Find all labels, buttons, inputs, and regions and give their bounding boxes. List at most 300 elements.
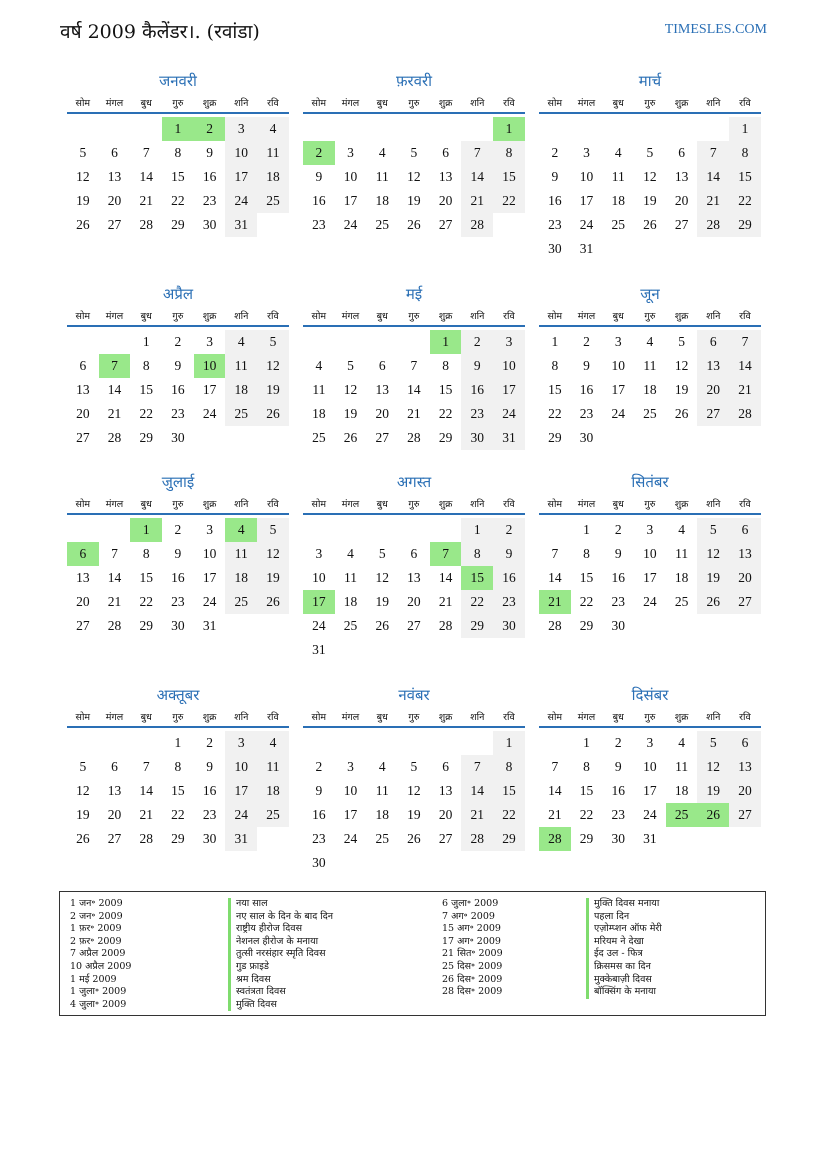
day-cell[interactable]: 27	[375, 430, 389, 445]
day-cell[interactable]: 30	[171, 618, 185, 633]
day-cell[interactable]: 18	[375, 807, 389, 822]
day-cell[interactable]: 11	[375, 169, 389, 184]
day-cell[interactable]: 24	[579, 217, 594, 232]
day-cell[interactable]: 2	[493, 518, 525, 542]
day-cell[interactable]: 27	[729, 590, 761, 614]
day-cell[interactable]: 25	[225, 590, 257, 614]
day-cell[interactable]: 4	[347, 546, 354, 561]
day-cell[interactable]: 9	[551, 169, 559, 184]
day-cell[interactable]: 8	[583, 759, 590, 774]
day-cell[interactable]: 30	[493, 614, 525, 638]
day-cell[interactable]: 28	[107, 618, 122, 633]
day-cell[interactable]: 17	[493, 378, 525, 402]
day-cell[interactable]: 3	[583, 145, 590, 160]
day-cell[interactable]: 15	[548, 382, 562, 397]
day-cell[interactable]: 23	[579, 406, 594, 421]
day-cell[interactable]: 16	[493, 566, 525, 590]
day-cell[interactable]: 15	[171, 783, 185, 798]
day-cell[interactable]: 3	[225, 731, 257, 755]
day-cell[interactable]: 28	[139, 217, 153, 232]
day-cell[interactable]: 19	[76, 807, 90, 822]
day-cell[interactable]: 17	[343, 807, 358, 822]
day-cell[interactable]: 4	[678, 735, 685, 750]
day-cell[interactable]: 8	[142, 358, 150, 373]
day-cell[interactable]: 16	[171, 382, 185, 397]
day-cell[interactable]: 25	[343, 618, 358, 633]
day-cell[interactable]: 8	[729, 141, 761, 165]
day-cell[interactable]: 10	[225, 141, 257, 165]
day-cell[interactable]: 11	[257, 755, 289, 779]
day-cell[interactable]: 13	[76, 382, 90, 397]
day-cell[interactable]: 13	[375, 382, 389, 397]
day-cell[interactable]: 25	[225, 402, 257, 426]
day-cell[interactable]: 24	[225, 803, 257, 827]
day-cell[interactable]: 27	[729, 803, 761, 827]
day-cell[interactable]: 26	[407, 217, 421, 232]
day-cell[interactable]: 27	[438, 831, 453, 846]
day-cell[interactable]: 5	[697, 518, 729, 542]
day-cell[interactable]: 17	[611, 382, 625, 397]
day-cell[interactable]: 14	[697, 165, 729, 189]
day-cell[interactable]: 2	[614, 522, 622, 537]
day-cell[interactable]: 22	[729, 189, 761, 213]
day-cell[interactable]: 20	[76, 594, 90, 609]
day-cell[interactable]: 1	[583, 735, 590, 750]
day-cell[interactable]: 11	[675, 546, 689, 561]
day-cell[interactable]: 8	[142, 546, 150, 561]
day-cell[interactable]: 29	[139, 430, 153, 445]
day-cell[interactable]: 5	[79, 759, 87, 774]
day-cell[interactable]: 20	[76, 406, 90, 421]
day-cell[interactable]: 1	[142, 334, 150, 349]
day-cell[interactable]: 15	[493, 165, 525, 189]
day-cell[interactable]: 12	[343, 382, 358, 397]
day-cell[interactable]: 29	[461, 614, 493, 638]
day-cell[interactable]: 13	[697, 354, 729, 378]
day-cell[interactable]: 17	[225, 779, 257, 803]
day-cell[interactable]: 11	[312, 382, 326, 397]
day-cell[interactable]: 19	[343, 406, 358, 421]
day-cell[interactable]: 12	[257, 542, 289, 566]
day-cell[interactable]: 4	[378, 759, 386, 774]
day-cell[interactable]: 9	[493, 542, 525, 566]
day-cell[interactable]: 1	[174, 735, 182, 750]
day-cell[interactable]: 17	[303, 590, 335, 614]
day-cell[interactable]: 2	[461, 330, 493, 354]
day-cell[interactable]: 19	[697, 779, 729, 803]
day-cell[interactable]: 27	[76, 430, 90, 445]
day-cell[interactable]: 2	[315, 759, 323, 774]
day-cell[interactable]: 8	[461, 542, 493, 566]
day-cell[interactable]: 13	[729, 755, 761, 779]
day-cell[interactable]: 9	[174, 358, 182, 373]
day-cell[interactable]: 1	[130, 518, 162, 542]
day-cell[interactable]: 5	[257, 330, 289, 354]
day-cell[interactable]: 26	[76, 217, 90, 232]
day-cell[interactable]: 25	[257, 803, 289, 827]
day-cell[interactable]: 9	[315, 783, 323, 798]
day-cell[interactable]: 22	[493, 803, 525, 827]
day-cell[interactable]: 25	[643, 406, 657, 421]
day-cell[interactable]: 29	[493, 827, 525, 851]
day-cell[interactable]: 10	[611, 358, 625, 373]
day-cell[interactable]: 21	[107, 594, 122, 609]
day-cell[interactable]: 18	[375, 193, 389, 208]
day-cell[interactable]: 7	[461, 141, 493, 165]
day-cell[interactable]: 25	[257, 189, 289, 213]
day-cell[interactable]: 17	[202, 382, 217, 397]
day-cell[interactable]: 16	[202, 783, 217, 798]
day-cell[interactable]: 24	[225, 189, 257, 213]
day-cell[interactable]: 24	[493, 402, 525, 426]
day-cell[interactable]: 14	[107, 382, 122, 397]
day-cell[interactable]: 9	[206, 759, 213, 774]
day-cell[interactable]: 18	[257, 165, 289, 189]
day-cell[interactable]: 5	[410, 145, 418, 160]
day-cell[interactable]: 26	[343, 430, 358, 445]
day-cell[interactable]: 28	[139, 831, 153, 846]
day-cell[interactable]: 10	[343, 169, 358, 184]
day-cell[interactable]: 26	[697, 590, 729, 614]
day-cell[interactable]: 30	[171, 430, 185, 445]
day-cell[interactable]: 17	[225, 165, 257, 189]
day-cell[interactable]: 15	[493, 779, 525, 803]
day-cell[interactable]: 25	[312, 430, 326, 445]
day-cell[interactable]: 16	[548, 193, 562, 208]
day-cell[interactable]: 18	[225, 566, 257, 590]
day-cell[interactable]: 1	[729, 117, 761, 141]
day-cell[interactable]: 28	[107, 430, 122, 445]
day-cell[interactable]: 1	[493, 117, 525, 141]
day-cell[interactable]: 13	[729, 542, 761, 566]
day-cell[interactable]: 8	[174, 145, 182, 160]
day-cell[interactable]: 5	[79, 145, 87, 160]
day-cell[interactable]: 16	[611, 783, 625, 798]
day-cell[interactable]: 22	[461, 590, 493, 614]
day-cell[interactable]: 29	[579, 831, 594, 846]
day-cell[interactable]: 30	[202, 217, 217, 232]
day-cell[interactable]: 5	[347, 358, 354, 373]
day-cell[interactable]: 15	[139, 382, 153, 397]
day-cell[interactable]: 26	[76, 831, 90, 846]
day-cell[interactable]: 28	[461, 213, 493, 237]
day-cell[interactable]: 7	[430, 542, 462, 566]
day-cell[interactable]: 6	[410, 546, 418, 561]
day-cell[interactable]: 28	[697, 213, 729, 237]
day-cell[interactable]: 24	[643, 594, 657, 609]
day-cell[interactable]: 27	[697, 402, 729, 426]
day-cell[interactable]: 15	[729, 165, 761, 189]
day-cell[interactable]: 29	[139, 618, 153, 633]
day-cell[interactable]: 4	[678, 522, 685, 537]
day-cell[interactable]: 31	[312, 642, 326, 657]
day-cell[interactable]: 27	[76, 618, 90, 633]
day-cell[interactable]: 9	[614, 546, 622, 561]
day-cell[interactable]: 14	[461, 779, 493, 803]
day-cell[interactable]: 18	[643, 382, 657, 397]
day-cell[interactable]: 13	[76, 570, 90, 585]
day-cell[interactable]: 8	[493, 755, 525, 779]
day-cell[interactable]: 6	[67, 542, 99, 566]
day-cell[interactable]: 22	[493, 189, 525, 213]
day-cell[interactable]: 27	[407, 618, 421, 633]
day-cell[interactable]: 12	[257, 354, 289, 378]
day-cell[interactable]: 19	[697, 566, 729, 590]
day-cell[interactable]: 31	[202, 618, 217, 633]
day-cell[interactable]: 20	[729, 566, 761, 590]
day-cell[interactable]: 19	[257, 566, 289, 590]
day-cell[interactable]: 14	[407, 382, 421, 397]
day-cell[interactable]: 10	[343, 783, 358, 798]
day-cell[interactable]: 8	[493, 141, 525, 165]
day-cell[interactable]: 3	[614, 334, 622, 349]
day-cell[interactable]: 21	[697, 189, 729, 213]
day-cell[interactable]: 25	[375, 831, 389, 846]
day-cell[interactable]: 26	[257, 590, 289, 614]
day-cell[interactable]: 20	[407, 594, 421, 609]
day-cell[interactable]: 19	[76, 193, 90, 208]
day-cell[interactable]: 21	[729, 378, 761, 402]
day-cell[interactable]: 7	[111, 546, 118, 561]
day-cell[interactable]: 17	[643, 783, 657, 798]
day-cell[interactable]: 12	[407, 169, 421, 184]
day-cell[interactable]: 15	[171, 169, 185, 184]
day-cell[interactable]: 28	[461, 827, 493, 851]
day-cell[interactable]: 2	[551, 145, 559, 160]
day-cell[interactable]: 8	[551, 358, 559, 373]
day-cell[interactable]: 6	[678, 145, 685, 160]
day-cell[interactable]: 19	[407, 193, 421, 208]
day-cell[interactable]: 3	[315, 546, 323, 561]
day-cell[interactable]: 21	[548, 807, 562, 822]
day-cell[interactable]: 22	[579, 594, 594, 609]
day-cell[interactable]: 22	[548, 406, 562, 421]
day-cell[interactable]: 16	[171, 570, 185, 585]
day-cell[interactable]: 9	[461, 354, 493, 378]
day-cell[interactable]: 23	[461, 402, 493, 426]
day-cell[interactable]: 6	[729, 518, 761, 542]
day-cell[interactable]: 5	[697, 731, 729, 755]
site-link[interactable]: TIMESLES.COM	[664, 22, 767, 37]
day-cell[interactable]: 18	[225, 378, 257, 402]
day-cell[interactable]: 19	[643, 193, 657, 208]
day-cell[interactable]: 20	[729, 779, 761, 803]
day-cell[interactable]: 14	[548, 783, 562, 798]
day-cell[interactable]: 12	[375, 570, 389, 585]
day-cell[interactable]: 31	[225, 827, 257, 851]
day-cell[interactable]: 7	[551, 759, 559, 774]
day-cell[interactable]: 23	[171, 406, 185, 421]
day-cell[interactable]: 1	[461, 518, 493, 542]
day-cell[interactable]: 11	[375, 783, 389, 798]
day-cell[interactable]: 9	[614, 759, 622, 774]
day-cell[interactable]: 2	[303, 141, 335, 165]
day-cell[interactable]: 20	[697, 378, 729, 402]
day-cell[interactable]: 24	[611, 406, 625, 421]
day-cell[interactable]: 27	[674, 217, 689, 232]
day-cell[interactable]: 18	[343, 594, 358, 609]
day-cell[interactable]: 29	[548, 430, 562, 445]
day-cell[interactable]: 16	[312, 807, 326, 822]
day-cell[interactable]: 7	[461, 755, 493, 779]
day-cell[interactable]: 14	[548, 570, 562, 585]
day-cell[interactable]: 16	[202, 169, 217, 184]
day-cell[interactable]: 10	[643, 546, 657, 561]
day-cell[interactable]: 15	[579, 570, 594, 585]
day-cell[interactable]: 13	[674, 169, 689, 184]
day-cell[interactable]: 25	[674, 594, 689, 609]
day-cell[interactable]: 26	[643, 217, 657, 232]
day-cell[interactable]: 14	[461, 165, 493, 189]
day-cell[interactable]: 2	[174, 334, 182, 349]
day-cell[interactable]: 11	[225, 542, 257, 566]
day-cell[interactable]: 21	[139, 807, 153, 822]
day-cell[interactable]: 19	[674, 382, 689, 397]
day-cell[interactable]: 13	[438, 783, 453, 798]
day-cell[interactable]: 26	[697, 803, 729, 827]
day-cell[interactable]: 4	[257, 731, 289, 755]
day-cell[interactable]: 22	[579, 807, 594, 822]
day-cell[interactable]: 22	[139, 594, 153, 609]
day-cell[interactable]: 20	[438, 807, 453, 822]
day-cell[interactable]: 22	[438, 406, 453, 421]
day-cell[interactable]: 29	[579, 618, 594, 633]
day-cell[interactable]: 10	[579, 169, 594, 184]
day-cell[interactable]: 4	[315, 358, 323, 373]
day-cell[interactable]: 27	[438, 217, 453, 232]
day-cell[interactable]: 21	[407, 406, 421, 421]
day-cell[interactable]: 18	[312, 406, 326, 421]
day-cell[interactable]: 28	[548, 618, 562, 633]
day-cell[interactable]: 2	[206, 735, 213, 750]
day-cell[interactable]: 7	[410, 358, 418, 373]
day-cell[interactable]: 23	[312, 831, 326, 846]
day-cell[interactable]: 26	[674, 406, 689, 421]
day-cell[interactable]: 9	[174, 546, 182, 561]
day-cell[interactable]: 22	[139, 406, 153, 421]
day-cell[interactable]: 29	[171, 217, 185, 232]
day-cell[interactable]: 16	[312, 193, 326, 208]
day-cell[interactable]: 6	[79, 358, 87, 373]
day-cell[interactable]: 23	[312, 217, 326, 232]
day-cell[interactable]: 8	[442, 358, 449, 373]
day-cell[interactable]: 1	[430, 330, 462, 354]
day-cell[interactable]: 6	[729, 731, 761, 755]
day-cell[interactable]: 20	[107, 193, 122, 208]
day-cell[interactable]: 11	[643, 358, 657, 373]
day-cell[interactable]: 25	[611, 217, 625, 232]
day-cell[interactable]: 12	[407, 783, 421, 798]
day-cell[interactable]: 7	[142, 145, 150, 160]
day-cell[interactable]: 2	[583, 334, 590, 349]
day-cell[interactable]: 13	[107, 169, 122, 184]
day-cell[interactable]: 18	[674, 783, 689, 798]
day-cell[interactable]: 4	[225, 330, 257, 354]
day-cell[interactable]: 6	[442, 145, 449, 160]
day-cell[interactable]: 4	[378, 145, 386, 160]
day-cell[interactable]: 29	[729, 213, 761, 237]
day-cell[interactable]: 12	[697, 542, 729, 566]
day-cell[interactable]: 21	[539, 590, 571, 614]
day-cell[interactable]: 16	[611, 570, 625, 585]
day-cell[interactable]: 1	[583, 522, 590, 537]
day-cell[interactable]: 14	[139, 783, 153, 798]
day-cell[interactable]: 31	[643, 831, 657, 846]
day-cell[interactable]: 4	[646, 334, 654, 349]
day-cell[interactable]: 3	[347, 145, 354, 160]
day-cell[interactable]: 10	[202, 546, 217, 561]
day-cell[interactable]: 21	[107, 406, 122, 421]
day-cell[interactable]: 19	[375, 594, 389, 609]
day-cell[interactable]: 8	[583, 546, 590, 561]
day-cell[interactable]: 15	[579, 783, 594, 798]
day-cell[interactable]: 5	[257, 518, 289, 542]
day-cell[interactable]: 21	[461, 803, 493, 827]
day-cell[interactable]: 6	[111, 145, 118, 160]
day-cell[interactable]: 25	[666, 803, 698, 827]
day-cell[interactable]: 3	[493, 330, 525, 354]
day-cell[interactable]: 2	[174, 522, 182, 537]
day-cell[interactable]: 26	[257, 402, 289, 426]
day-cell[interactable]: 3	[206, 522, 213, 537]
day-cell[interactable]: 23	[611, 807, 625, 822]
day-cell[interactable]: 7	[99, 354, 131, 378]
day-cell[interactable]: 24	[643, 807, 657, 822]
day-cell[interactable]: 23	[611, 594, 625, 609]
day-cell[interactable]: 11	[344, 570, 358, 585]
day-cell[interactable]: 7	[142, 759, 150, 774]
day-cell[interactable]: 14	[107, 570, 122, 585]
day-cell[interactable]: 31	[493, 426, 525, 450]
day-cell[interactable]: 24	[343, 831, 358, 846]
day-cell[interactable]: 30	[611, 618, 625, 633]
day-cell[interactable]: 9	[583, 358, 590, 373]
day-cell[interactable]: 3	[206, 334, 213, 349]
day-cell[interactable]: 27	[107, 217, 122, 232]
day-cell[interactable]: 11	[225, 354, 257, 378]
day-cell[interactable]: 11	[675, 759, 689, 774]
day-cell[interactable]: 15	[139, 570, 153, 585]
day-cell[interactable]: 7	[729, 330, 761, 354]
day-cell[interactable]: 19	[407, 807, 421, 822]
day-cell[interactable]: 10	[493, 354, 525, 378]
day-cell[interactable]: 14	[438, 570, 453, 585]
day-cell[interactable]: 1	[551, 334, 559, 349]
day-cell[interactable]: 10	[194, 354, 226, 378]
day-cell[interactable]: 6	[442, 759, 449, 774]
day-cell[interactable]: 30	[202, 831, 217, 846]
day-cell[interactable]: 22	[171, 807, 185, 822]
day-cell[interactable]: 8	[174, 759, 182, 774]
day-cell[interactable]: 31	[579, 241, 594, 256]
day-cell[interactable]: 19	[257, 378, 289, 402]
day-cell[interactable]: 28	[407, 430, 421, 445]
day-cell[interactable]: 24	[202, 594, 217, 609]
day-cell[interactable]: 30	[579, 430, 594, 445]
day-cell[interactable]: 6	[111, 759, 118, 774]
day-cell[interactable]: 23	[493, 590, 525, 614]
day-cell[interactable]: 20	[674, 193, 689, 208]
day-cell[interactable]: 1	[162, 117, 194, 141]
day-cell[interactable]: 23	[202, 193, 217, 208]
day-cell[interactable]: 15	[461, 566, 493, 590]
day-cell[interactable]: 20	[438, 193, 453, 208]
day-cell[interactable]: 3	[347, 759, 354, 774]
day-cell[interactable]: 14	[729, 354, 761, 378]
day-cell[interactable]: 11	[257, 141, 289, 165]
day-cell[interactable]: 9	[315, 169, 323, 184]
day-cell[interactable]: 16	[461, 378, 493, 402]
